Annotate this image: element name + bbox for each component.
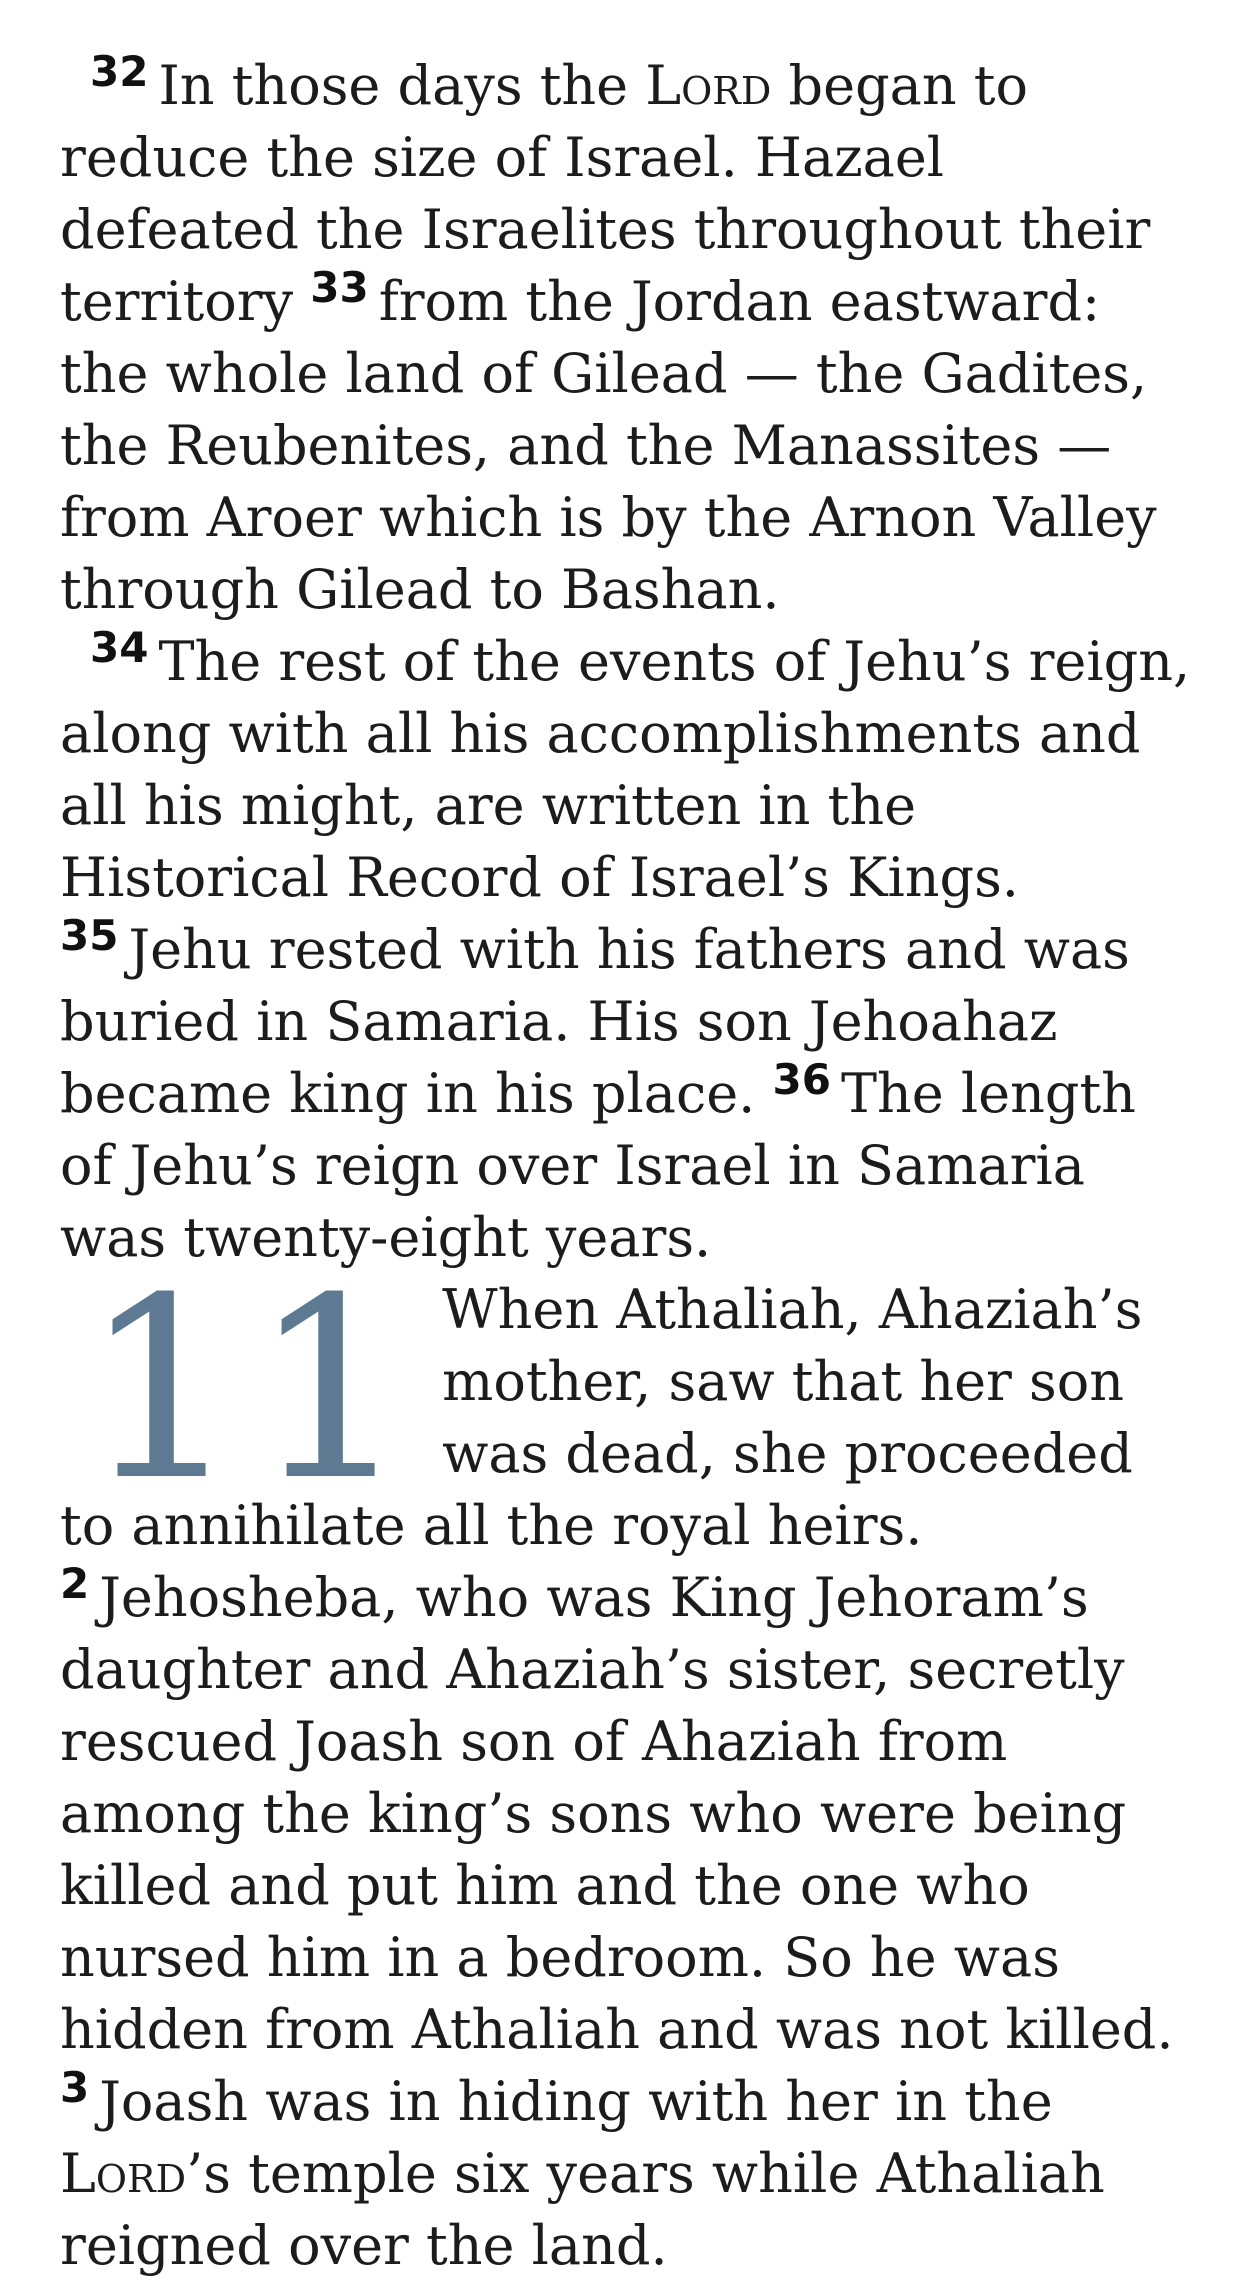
verse-number-36: 36 [772, 1055, 831, 1104]
paragraph-chapter-11 [60, 1244, 1200, 2282]
verse-34-text: The rest of the events of Jehu’s reign, along with all his accomplishments and all his might, are written in the Historical Record of Israel’s Kings. [60, 630, 1191, 909]
lord-small-caps: Lord [645, 54, 772, 117]
verse-2-text: Jehosheba, who was King Jehoram’s daughter and Ahaziah’s sister, secretly rescued Joash son of Ahaziah from among the king’s sons who were being killed and put him and the one who nursed him in a bedroom. So he was hidden from Athaliah and was not killed. [60, 1566, 1174, 2061]
verse-number-32: 32 [90, 47, 149, 96]
lord-small-caps-2: Lord [60, 2142, 187, 2205]
reader-page [60, 47, 1200, 2282]
verse-35-text: Jehu rested with his fathers and was buried in Samaria. His son Jehoahaz became king in his place. [60, 918, 1130, 1125]
verse-36-text: The length of Jehu’s reign over Israel in Samaria was twenty-eight years. [60, 1062, 1136, 1269]
verse-number-3: 3 [60, 2063, 90, 2112]
chapter-11-verse-1-text: When Athaliah, Ahaziah’s mother, saw that her son was dead, she proceeded to annihilate all the royal heirs. [60, 1278, 1143, 1557]
verse-number-34: 34 [90, 623, 149, 672]
verse-number-2: 2 [60, 1559, 90, 1608]
paragraph-verses-32-33 [60, 47, 1200, 626]
verse-33-text: from the Jordan eastward: the whole land of Gilead — the Gadites, the Reubenites, and the Manassites — from Aroer which is by the Arnon Valley through Gilead to Bashan. [60, 270, 1157, 621]
verse-number-33: 33 [310, 263, 369, 312]
paragraph-verses-34-36 [60, 623, 1200, 1274]
verse-number-35: 35 [60, 911, 119, 960]
verse-32-text-a: In those days the [158, 54, 646, 117]
chapter-number-dropcap: 11 [82, 1244, 421, 1535]
verse-32-text-b: began to reduce the size of Israel. Hazael defeated the Israelites throughout their territory [60, 54, 1151, 333]
chapter-11-section [60, 1244, 1200, 2282]
verse-3-text-b: ’s temple six years while Athaliah reigned over the land. [60, 2142, 1105, 2277]
verse-3-text-a: Joash was in hiding with her in the [99, 2070, 1053, 2133]
